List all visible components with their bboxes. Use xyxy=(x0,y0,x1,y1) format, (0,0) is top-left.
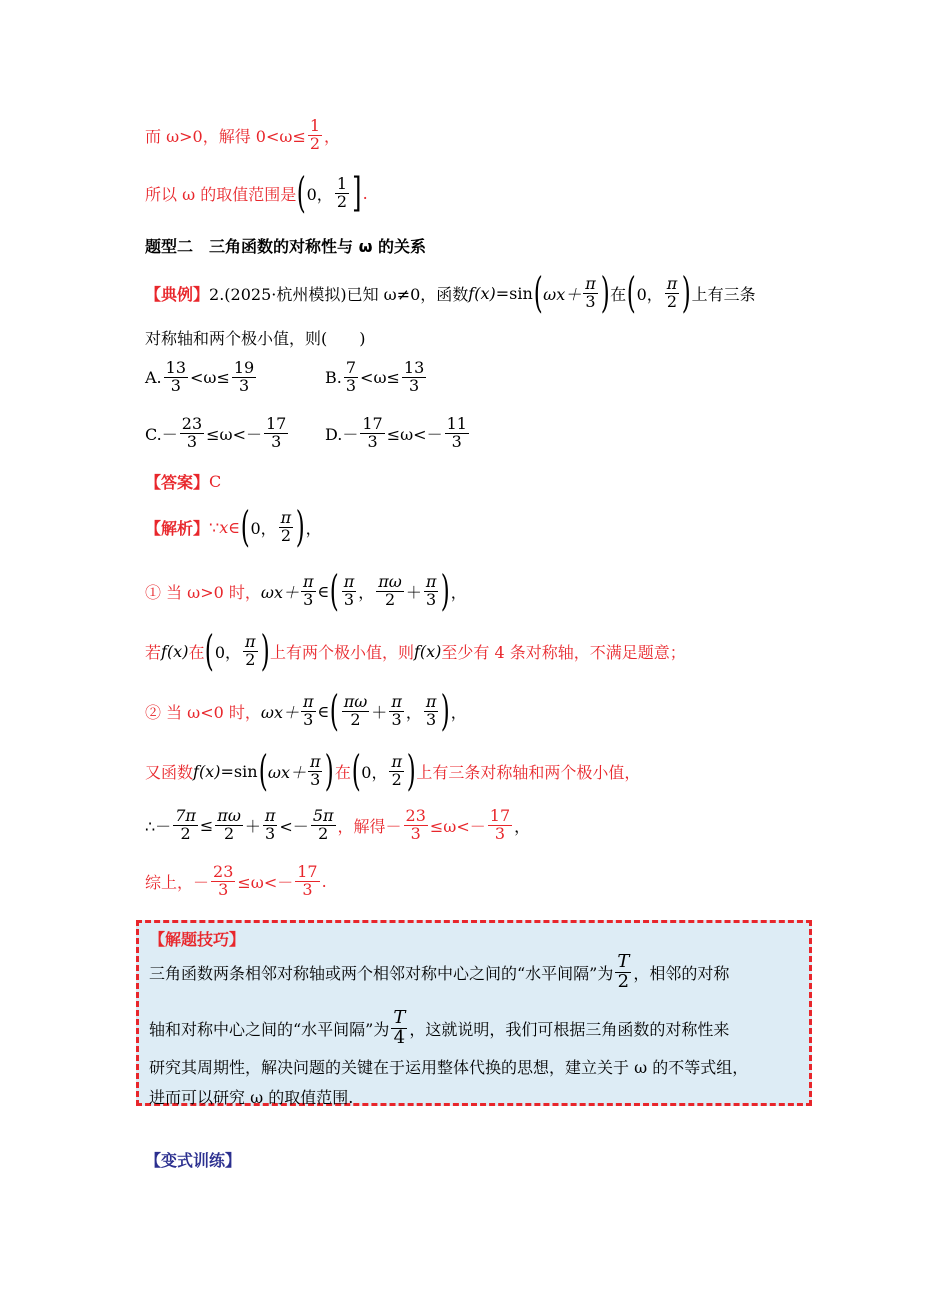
tips-title: 【解题技巧】 xyxy=(149,930,246,949)
option-b[interactable]: B. $\frac{7}{3}$ <ω≤ $\frac{13}{3}$ xyxy=(325,358,425,395)
answer-line: 【答案】 C xyxy=(145,472,222,492)
tips-line-2: 轴和对称中心之间的“水平间隔”为 $\frac{T}{4}$ ，这就说明，我们可根据三角函数的对称性来 xyxy=(149,1007,730,1048)
case2b-line: 又函数 f(x) =sin ( ωx＋ $\frac{\pi}{3}$ ) 在 ( 0， $\frac{\pi}{2}$ ) 上有三条对称轴和两个极小值， xyxy=(145,746,641,795)
example-line-2: 对称轴和两个极小值，则( ) xyxy=(145,329,366,348)
fraction: $\frac{1}{2}$ xyxy=(336,173,347,211)
inequality-line: ∴－ $\frac{7\pi}{2}$ ≤ $\frac{\pi\omega}{2}$ ＋ $\frac{\pi}{3}$ <－ $\frac{5\pi}{2}$ ，解得－ $\frac{23}{3}$ ≤ω<－ $\frac{17}{3}$ ， xyxy=(145,806,531,843)
solution-line-1: 而 ω>0，解得 0<ω≤ $\frac{1}{2}$ ， xyxy=(145,116,341,153)
option-a[interactable]: A. $\frac{13}{3}$ <ω≤ $\frac{19}{3}$ xyxy=(145,358,255,395)
tips-line-4: 进而可以研究 ω 的取值范围. xyxy=(149,1088,354,1107)
tips-line-1: 三角函数两条相邻对称轴或两个相邻对称中心之间的“水平间隔”为 $\frac{T}{2}$ ，相邻的对称 xyxy=(149,951,730,992)
fraction: $\frac{\pi}{3}$ xyxy=(585,273,596,311)
practice-heading: 【变式训练】 xyxy=(145,1151,242,1170)
section-heading: 题型二 三角函数的对称性与 ω 的关系 xyxy=(145,237,427,256)
fraction: $\frac{1}{2}$ xyxy=(309,116,321,153)
option-d[interactable]: D.－ $\frac{17}{3}$ ≤ω<－ $\frac{11}{3}$ xyxy=(325,414,467,451)
case1-line: ① 当 ω>0 时， ωx＋ $\frac{\pi}{3}$ ∈ ( $\frac{\pi}{3}$ ， $\frac{\pi\omega}{2}$ ＋ $\frac{\pi}{3}$ ) ， xyxy=(145,566,467,615)
tips-box xyxy=(136,920,812,1106)
example-line-1: 【典例】 2.(2025·杭州模拟)已知 ω≠0，函数 f(x) =sin ( ωx＋ $\frac{\pi}{3}$ ) 在 ( 0， $\frac{\pi}{2}$ ) 上有三条 xyxy=(145,268,756,317)
case2-line: ② 当 ω<0 时， ωx＋ $\frac{\pi}{3}$ ∈ ( $\frac{\pi\omega}{2}$ ＋ $\frac{\pi}{3}$ ， $\frac{\pi}{3}$ ) ， xyxy=(145,686,467,735)
option-c[interactable]: C.－ $\frac{23}{3}$ ≤ω<－ $\frac{17}{3}$ xyxy=(145,414,287,451)
tips-line-3: 研究其周期性，解决问题的关键在于运用整体代换的思想，建立关于 ω 的不等式组， xyxy=(149,1058,749,1077)
solution-line-2: 所以 ω 的取值范围是 ( 0， $\frac{1}{2}$ ] . xyxy=(145,168,368,217)
fraction: $\frac{\pi}{2}$ xyxy=(666,273,678,311)
case1b-line: 若 f(x) 在 ( 0， $\frac{\pi}{2}$ ) 上有两个极小值，则 f(x) 至少有 4 条对称轴，不满足题意； xyxy=(145,626,686,675)
summary-line: 综上，－ $\frac{23}{3}$ ≤ω<－ $\frac{17}{3}$ . xyxy=(145,862,327,899)
analysis-line: 【解析】 ∵ x ∈ ( 0， $\frac{\pi}{2}$ ) ， xyxy=(145,502,322,551)
